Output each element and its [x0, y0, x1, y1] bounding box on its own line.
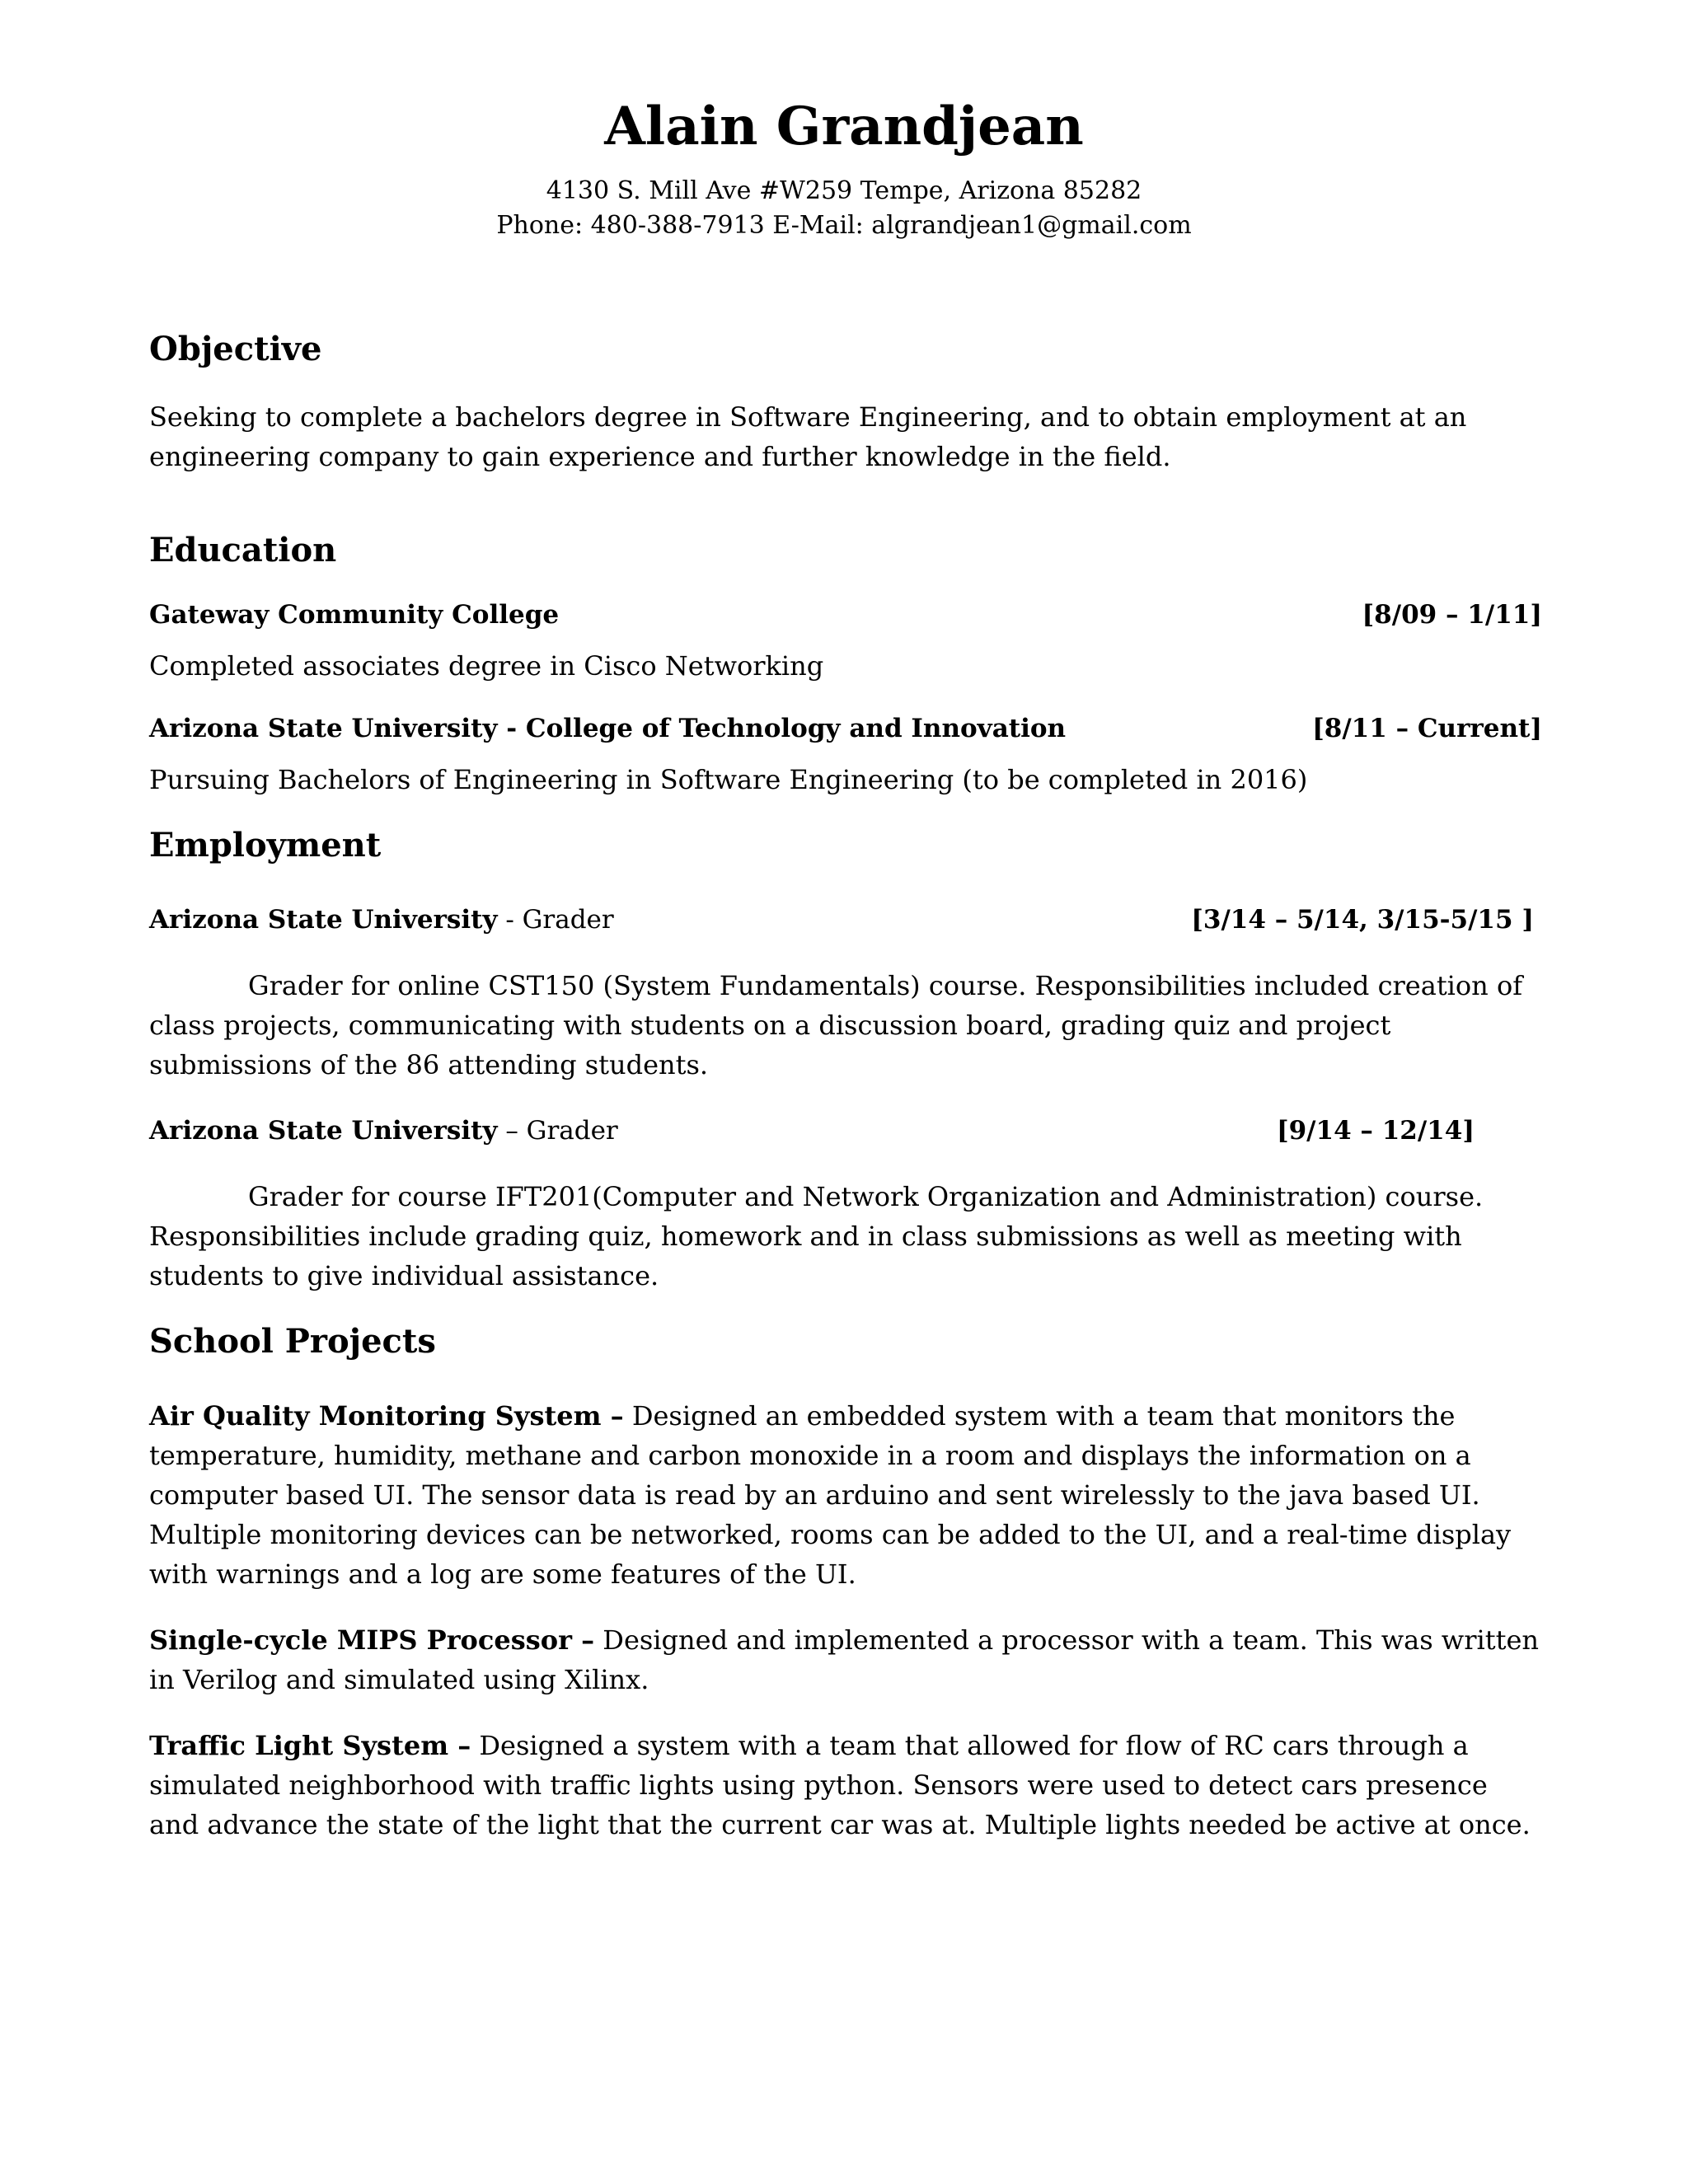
projects-heading: School Projects	[149, 1322, 436, 1361]
project-title: Traffic Light System –	[149, 1730, 471, 1761]
candidate-name: Alain Grandjean	[604, 96, 1084, 157]
employment-entry-1	[149, 902, 1534, 938]
employment-description: Grader for online CST150 (System Fundamentals) course. Responsibilities included creation of class projects, communicating with students on a discussion board, grading quiz and project submissions of the 86 attending students.	[149, 970, 1523, 1080]
education-heading: Education	[149, 531, 337, 569]
employment-dates: [3/14 – 5/14, 3/15-5/15 ]	[1191, 905, 1534, 935]
project-title: Air Quality Monitoring System –	[149, 1400, 624, 1432]
education-description: Pursuing Bachelors of Engineering in Software Engineering (to be completed in 2016)	[149, 764, 1308, 795]
employment-employer: Arizona State University	[149, 1116, 498, 1146]
employment-description: Grader for course IFT201(Computer and Network Organization and Administration) course. Responsibilities include grading quiz, homework and in class submissions as well as meeting with students to give individual assistance.	[149, 1181, 1484, 1291]
project-title: Single-cycle MIPS Processor –	[149, 1624, 595, 1656]
education-school: Gateway Community College	[149, 600, 560, 630]
employment-role: – Grader	[497, 1116, 618, 1146]
project-description: Designed a system with a team that allowed for flow of RC cars through a simulated neighborhood with traffic lights using python. Sensors were used to detect cars presence and advance the state of the light that the current car was at. Multiple lights needed be active at once.	[149, 1730, 1531, 1840]
project-description: Designed and implemented a processor with a team. This was written in Verilog and simulated using Xilinx.	[149, 1624, 1539, 1695]
project-item	[149, 1396, 1542, 1594]
education-dates: [8/09 – 1/11]	[1362, 600, 1542, 630]
employment-role: - Grader	[497, 905, 614, 935]
employment-dates: [9/14 – 12/14]	[1276, 1116, 1475, 1146]
employment-entry-2	[149, 1113, 1475, 1149]
education-school: Arizona State University - College of Technology and Innovation	[149, 714, 1067, 743]
address-line: 4130 S. Mill Ave #W259 Tempe, Arizona 85282	[546, 176, 1142, 205]
project-item	[149, 1726, 1542, 1844]
objective-heading: Objective	[149, 330, 322, 368]
project-description: Designed an embedded system with a team that monitors the temperature, humidity, methane and carbon monoxide in a room and displays the information on a computer based UI. The sensor data is read by an arduino and sent wirelessly to the java based UI. Multiple monitoring devices can be networked, rooms can be added to the UI, and a real-time display with warnings and a log are some features of the UI.	[149, 1400, 1512, 1590]
education-description: Completed associates degree in Cisco Networking	[149, 650, 824, 682]
employment-heading: Employment	[149, 826, 382, 865]
employment-employer-role	[149, 1113, 618, 1149]
employment-employer-role	[149, 902, 614, 938]
phone-email-line: Phone: 480-388-7913 E-Mail: algrandjean1@gmail.com	[496, 211, 1192, 240]
education-dates: [8/11 – Current]	[1312, 714, 1542, 743]
education-entry-asu	[149, 710, 1542, 747]
project-item	[149, 1620, 1542, 1699]
objective-text: Seeking to complete a bachelors degree in Software Engineering, and to obtain employment at an engineering company to gain experience and further knowledge in the field.	[149, 401, 1467, 472]
education-entry-gateway	[149, 597, 1542, 633]
employment-employer: Arizona State University	[149, 905, 498, 935]
